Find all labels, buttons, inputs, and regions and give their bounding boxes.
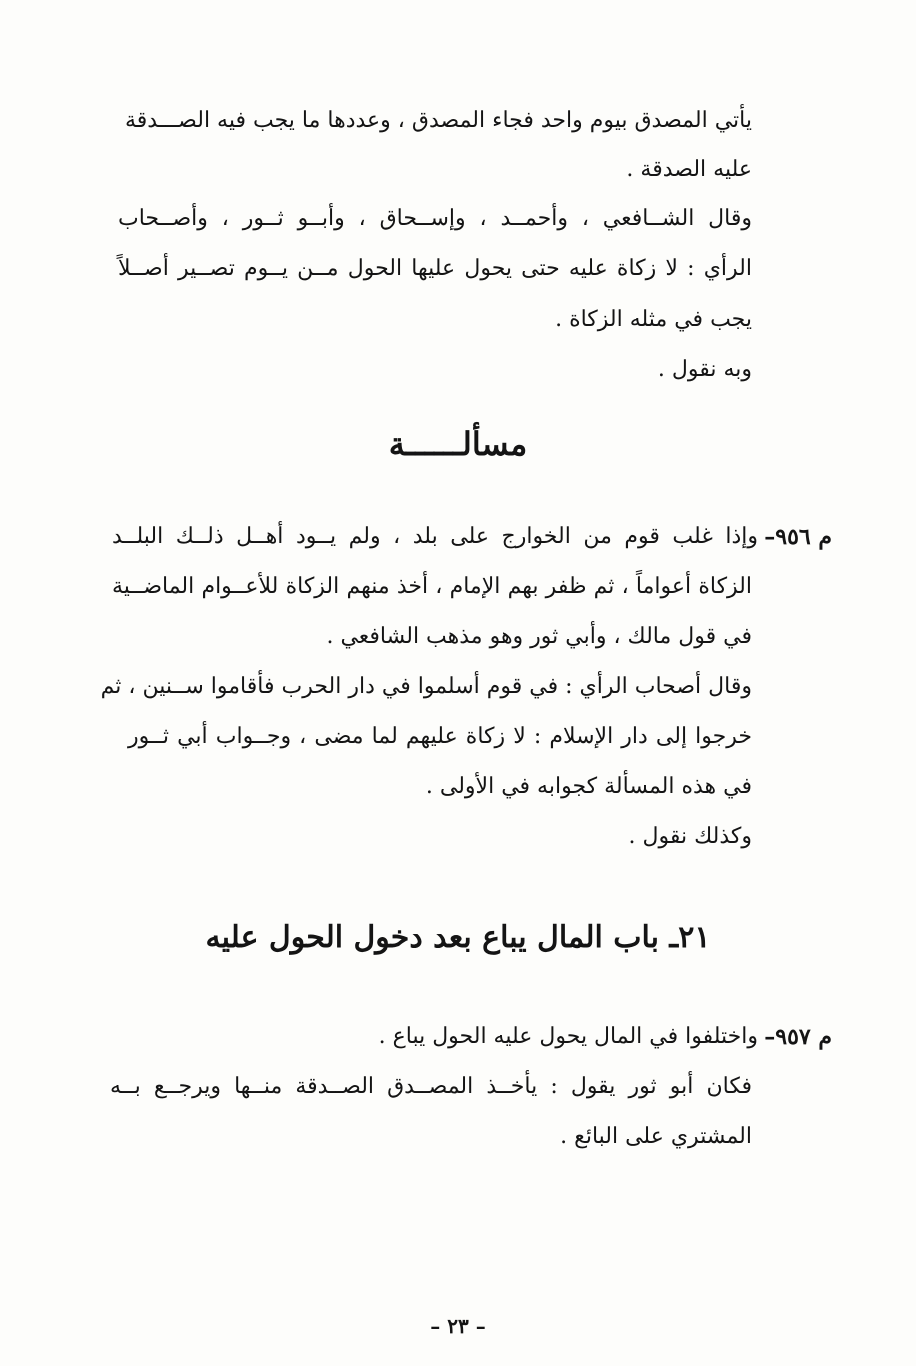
page-number: – ٢٣ – — [430, 1314, 486, 1338]
masala-heading-text: مسألــــــة — [388, 425, 528, 463]
m957-line-1: واختلفوا في المال يحول عليه الحول يباع . — [378, 1024, 758, 1049]
masala-956-number: م ٩٥٦– — [764, 524, 832, 550]
m957-line-2: فكان أبو ثور يقول : يأخــذ المصــدق الصــدقة منــها ويرجــع بــه — [110, 1074, 752, 1099]
chapter-heading: ٢١ـ باب المال يباع بعد دخول الحول عليه — [205, 920, 711, 955]
intro-line-4: الرأي : لا زكاة عليه حتى يحول عليها الحول مــن يــوم تصــير أصــلاً — [118, 256, 752, 281]
intro-line-1: يأتي المصدق بيوم واحد فجاء المصدق ، وعددها ما يجب فيه الصـــدقة — [124, 108, 752, 133]
masala-957-number: م ٩٥٧– — [764, 1024, 832, 1050]
intro-line-3: وقال الشــافعي ، وأحمــد ، وإســحاق ، وأبــو ثــور ، وأصــحاب — [118, 206, 752, 231]
m956-line-5: خرجوا إلى دار الإسلام : لا زكاة عليهم لما مضى ، وجــواب أبي ثــور — [128, 724, 752, 749]
m956-line-4: وقال أصحاب الرأي : في قوم أسلموا في دار الحرب فأقاموا ســنين ، ثم — [100, 674, 752, 699]
m956-line-7: وكذلك نقول . — [628, 824, 752, 849]
masala-heading — [0, 424, 916, 464]
m956-line-1: وإذا غلب قوم من الخوارج على بلد ، ولم يــود أهــل ذلــك البلــد — [112, 524, 758, 549]
intro-line-2: عليه الصدقة . — [626, 157, 752, 182]
m956-line-2: الزكاة أعواماً ، ثم ظفر بهم الإمام ، أخذ منهم الزكاة للأعــوام الماضــية — [112, 574, 752, 599]
m956-line-3: في قول مالك ، وأبي ثور وهو مذهب الشافعي . — [326, 624, 752, 649]
intro-line-5: يجب في مثله الزكاة . — [555, 307, 752, 332]
intro-line-6: وبه نقول . — [657, 357, 752, 382]
m956-line-6: في هذه المسألة كجوابه في الأولى . — [425, 774, 752, 799]
m957-line-3: المشتري على البائع . — [560, 1124, 752, 1149]
